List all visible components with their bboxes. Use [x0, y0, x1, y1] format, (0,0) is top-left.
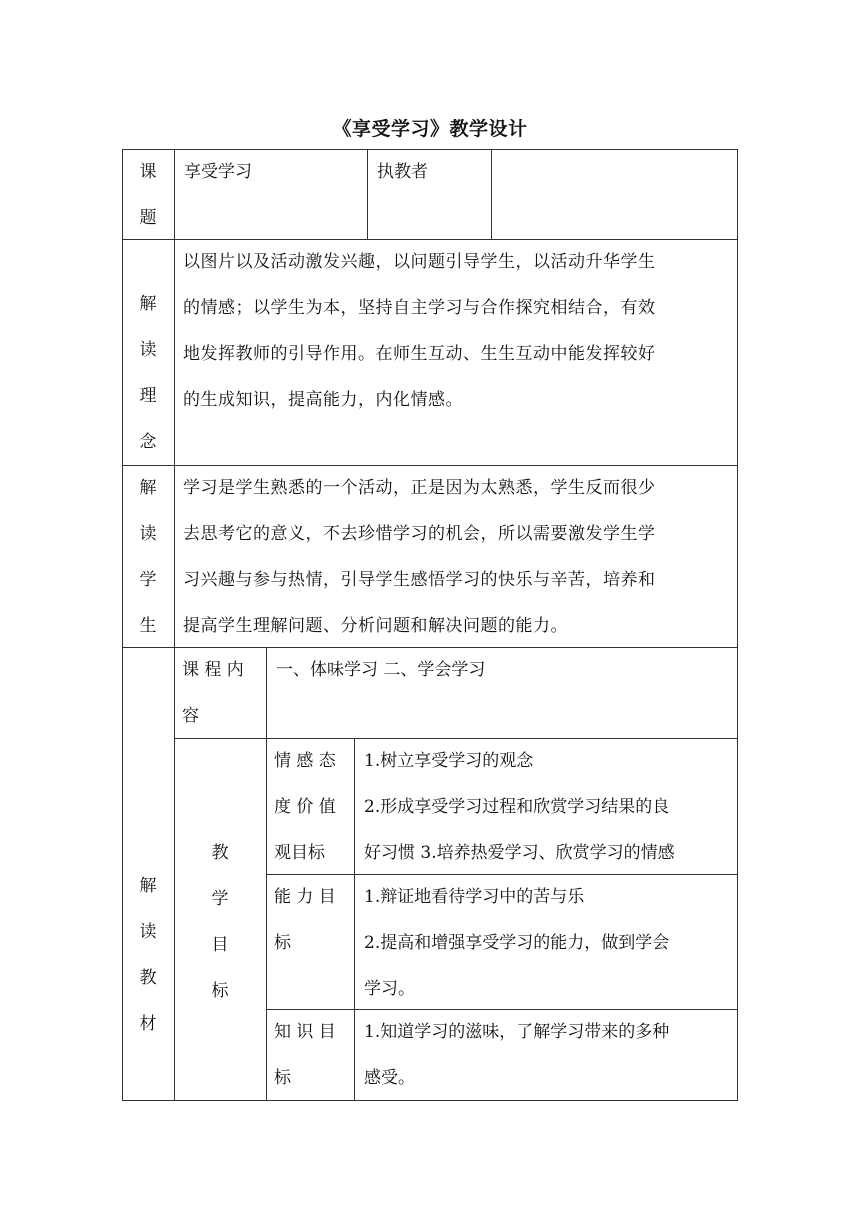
teaching-goals-label: 教 学 目 标 — [211, 843, 229, 1001]
ability-goal-value: 1.辩证地看待学习中的苦与乐 2.提高和增强享受学习的能力，做到学会 学习。 — [364, 887, 670, 999]
emotional-goal-label: 情 感 态 度 价 值 观目标 — [274, 751, 336, 863]
course-title-label: 课 题 — [139, 162, 157, 228]
knowledge-goal-label: 知 识 目 标 — [274, 1022, 336, 1088]
course-content-label: 课 程 内 容 — [182, 660, 244, 726]
document-title: 《享受学习》教学设计 — [332, 118, 528, 140]
lesson-plan-table — [122, 149, 738, 1101]
emotional-goal-value: 1.树立享受学习的观念 2.形成享受学习过程和欣赏学习结果的良 好习惯 3.培养热爱学习、欣赏学习的情感 — [364, 751, 675, 863]
teaching-philosophy-content: 以图片以及活动激发兴趣，以问题引导学生，以活动升华学生 的情感；以学生为本，坚持自主学习与合作探究相结合，有效 地发挥教师的引导作用。在师生互动、生生互动中能发挥较好 的生成知识，提高能力，内化情感。 — [183, 252, 656, 410]
executor-value — [491, 149, 738, 239]
knowledge-goal-value: 1.知道学习的滋味，了解学习带来的多种 感受。 — [364, 1022, 670, 1088]
textbook-analysis-label: 解 读 教 材 — [139, 876, 157, 1034]
table-border-bottom — [122, 1100, 738, 1101]
student-analysis-content: 学习是学生熟悉的一个活动，正是因为太熟悉，学生反而很少 去思考它的意义，不去珍惜学习的机会，所以需要激发学生学 习兴趣与参与热情，引导学生感悟学习的快乐与辛苦，培养和 提高学生理解问题、分析问题和解决问题的能力。 — [183, 478, 656, 636]
course-name: 享受学习 — [184, 162, 252, 182]
course-content-value: 一、体味学习 二、学会学习 — [276, 660, 486, 680]
ability-goal-label: 能 力 目 标 — [274, 887, 336, 953]
executor-label: 执教者 — [377, 162, 428, 182]
student-analysis-label: 解 读 学 生 — [139, 478, 157, 636]
teaching-philosophy-label: 解 读 理 念 — [139, 294, 157, 452]
